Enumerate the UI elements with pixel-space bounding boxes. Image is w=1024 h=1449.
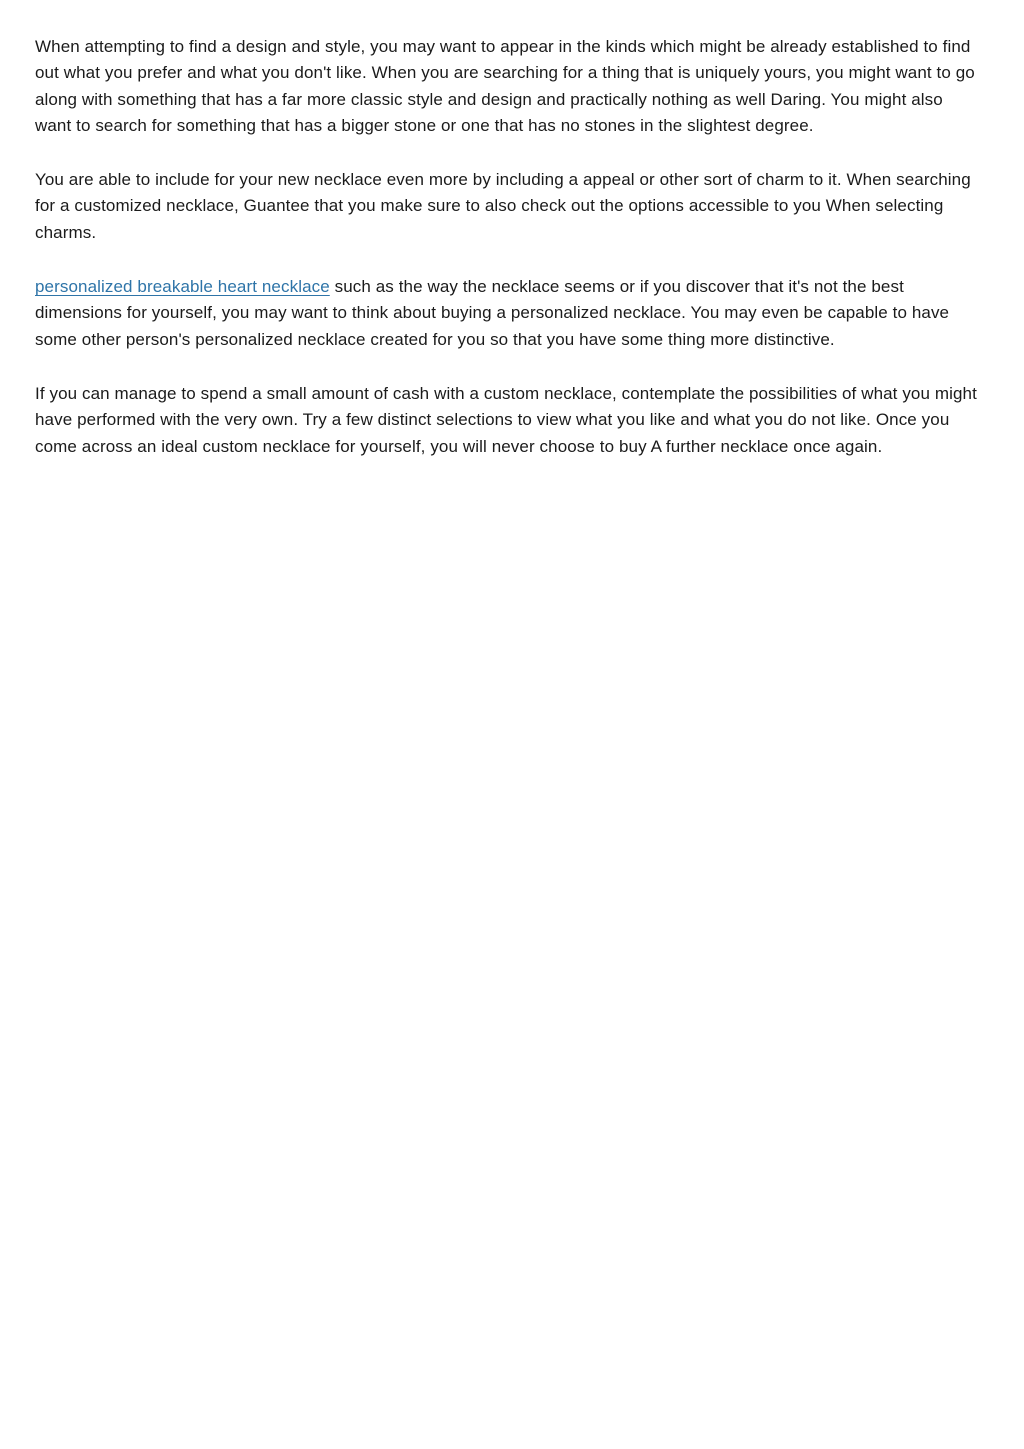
paragraph-1: When attempting to find a design and style, you may want to appear in the kinds which might be already established to find out what you prefer and what you don't like. When you are searching for a thing that is uniquely yours, you might want to go along with something that has a far more classic style and design and practically nothing as well Daring. You might also want to search for something that has a bigger stone or one that has no stones in the slightest degree. <box>35 37 975 135</box>
personalized-necklace-link[interactable]: personalized breakable heart necklace <box>35 277 330 297</box>
paragraph-2: You are able to include for your new necklace even more by including a appeal or other sort of charm to it. When searching for a customized necklace, Guantee that you make sure to also check out the options accessible to you When selecting charms. <box>35 170 971 242</box>
paragraph-3 <box>35 274 983 353</box>
paragraph-3-text: such as the way the necklace seems or if you discover that it's not the best dimensions for yourself, you may want to think about buying a personalized necklace. You may even be capable to have some other person's personalized necklace created for you so that you have some thing more distinctive. <box>35 277 950 349</box>
paragraph-4: If you can manage to spend a small amount of cash with a custom necklace, contemplate the possibilities of what you might have performed with the very own. Try a few distinct selections to view what you like and what you do not like. Once you come across an ideal custom necklace for yourself, you will never choose to buy A further necklace once again. <box>35 383 977 456</box>
article-body <box>0 0 1024 460</box>
